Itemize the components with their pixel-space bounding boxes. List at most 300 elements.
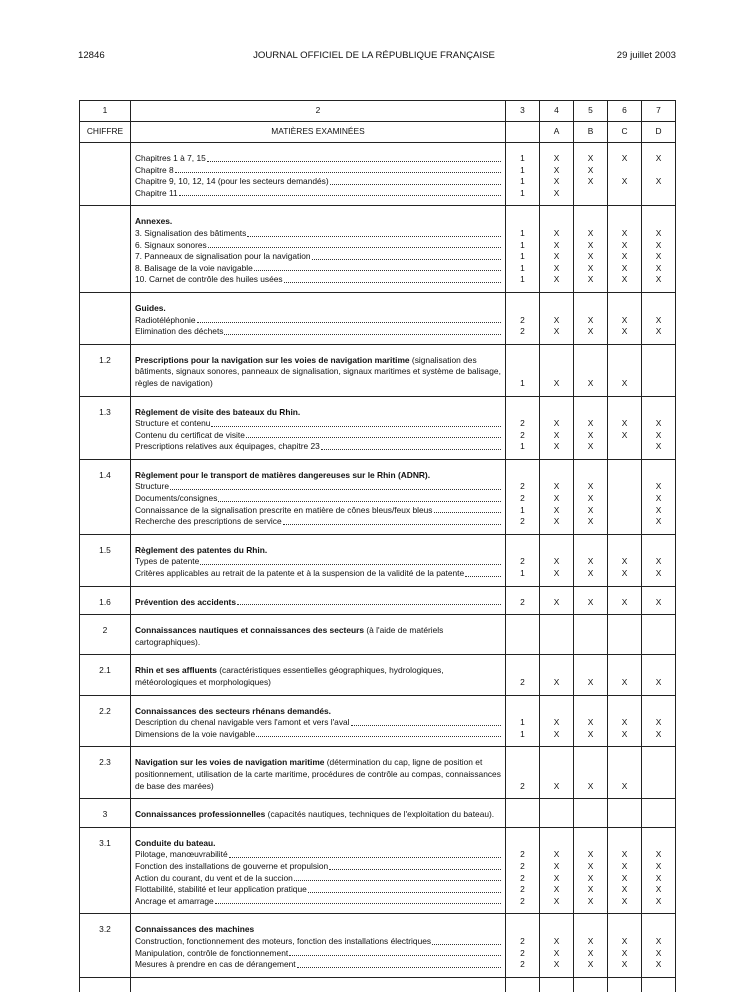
spacer [574, 838, 607, 850]
mark-c3: 1 [520, 717, 525, 728]
spacer [608, 303, 641, 315]
value-column-6 [608, 344, 642, 396]
section-matieres [131, 747, 506, 799]
item-text: Critères applicables au retrait de la patente et à la suspension de la validité de la patente [135, 568, 465, 579]
table-section [80, 914, 676, 977]
spacer [574, 407, 607, 419]
list-item [135, 516, 501, 528]
mark-b: X [587, 717, 594, 728]
section-chiffre [80, 292, 131, 344]
mark-d: X [655, 677, 662, 687]
mark-c: X [621, 860, 628, 871]
mark-a: X [553, 568, 560, 579]
section-title: Règlement de visite des bateaux du Rhin. [135, 406, 301, 417]
mark-d: X [655, 274, 662, 285]
mark-c3: 1 [520, 251, 525, 262]
spacer [642, 470, 675, 482]
mark-c3: 2 [520, 677, 525, 687]
item-text: Chapitres 1 à 7, 15 [135, 153, 206, 163]
section-matieres [131, 695, 506, 747]
mark-a: X [553, 493, 560, 504]
value-column-7 [642, 615, 676, 655]
spacer [506, 545, 539, 557]
table-section [80, 534, 676, 586]
mark-d: X [655, 314, 662, 325]
list-item [135, 263, 501, 275]
list-item [135, 430, 501, 442]
section-matieres [131, 344, 506, 396]
spacer [574, 924, 607, 936]
mark-d: X [655, 176, 662, 187]
mark-c: X [621, 849, 628, 860]
value-column-4 [540, 914, 574, 977]
value-column-7 [642, 396, 676, 459]
item-text: Elimination des déchets [135, 326, 224, 337]
value-column-7 [642, 586, 676, 615]
value-column-5 [574, 534, 608, 586]
item-text: 8. Balisage de la voie navigable [135, 262, 253, 273]
mark-d: X [655, 947, 662, 958]
item-text: Contenu du certificat de visite [135, 429, 245, 440]
mark-c3: 1 [520, 441, 525, 452]
mark-b: X [587, 429, 594, 440]
item-text: Construction, fonctionnement des moteurs, fonction des installations électriques [135, 935, 432, 946]
mark-b: X [587, 860, 594, 871]
item-text: 10. Carnet de contrôle des huiles usées [135, 274, 283, 285]
section-title: Règlement des patentes du Rhin. [135, 544, 268, 555]
section-title: Conduite du bateau. [135, 837, 216, 848]
list-item [135, 948, 501, 960]
mark-c: X [621, 717, 628, 728]
col-number-3: 3 [506, 101, 540, 122]
table-section [80, 655, 676, 695]
mark-c3: 2 [520, 860, 525, 871]
section-matieres [131, 534, 506, 586]
mark-c: X [621, 959, 628, 970]
value-column-5 [574, 344, 608, 396]
mark-a: X [553, 164, 560, 175]
mark-d: X [655, 239, 662, 250]
section-matieres [131, 292, 506, 344]
mark-c3: 1 [520, 227, 525, 238]
mark-d: X [655, 418, 662, 429]
list-item [135, 884, 501, 896]
value-column-4 [540, 747, 574, 799]
mark-d: X [655, 849, 662, 860]
spacer [506, 706, 539, 718]
mark-c3: 2 [520, 516, 525, 527]
table-section [80, 206, 676, 293]
section-paragraph [135, 355, 501, 390]
mark-c [608, 188, 641, 200]
value-column-6 [608, 827, 642, 914]
section-matieres [131, 655, 506, 695]
dot-leader [256, 729, 501, 738]
mark-a: X [553, 176, 560, 187]
mark-d [642, 781, 675, 793]
dot-leader [351, 717, 501, 726]
spacer [540, 216, 573, 228]
section-matieres [131, 459, 506, 534]
value-column-5 [574, 396, 608, 459]
dot-leader [237, 597, 501, 606]
mark-c: X [621, 153, 628, 163]
mark-d [642, 378, 675, 390]
paragraph-heading: Connaissances professionnelles [135, 809, 266, 820]
mark-a: X [553, 728, 560, 739]
item-text: Fonction des installations de gouverne et propulsion [135, 860, 329, 871]
mark-c3: 1 [520, 262, 525, 273]
dot-leader [179, 188, 501, 197]
dot-leader [229, 849, 501, 858]
spacer [608, 470, 641, 482]
mark-c3: 2 [520, 556, 525, 567]
col-header-b: B [574, 122, 608, 143]
dot-leader [284, 274, 501, 283]
item-text: Chapitre 9, 10, 12, 14 (pour les secteurs demandés) [135, 176, 329, 187]
paragraph-text: (détermination du cap, ligne de position et positionnement, utilisation de la carte maritime, procédures de contrôle au compas, connaissances de base des marées) [135, 757, 501, 791]
item-text: Mesures à prendre en cas de dérangement [135, 959, 296, 970]
mark-c: X [621, 568, 628, 579]
dot-leader [175, 165, 501, 174]
item-text: Recherche des prescriptions de service [135, 516, 282, 527]
publication-date: 29 juillet 2003 [616, 50, 676, 61]
mark-a: X [553, 227, 560, 238]
item-text: Dimensions de la voie navigable [135, 728, 256, 739]
item-text: Radiotéléphonie [135, 314, 196, 325]
spacer [506, 303, 539, 315]
value-column-4 [540, 827, 574, 914]
mark-d [642, 165, 675, 177]
col-header-c: C [608, 122, 642, 143]
mark-a: X [553, 717, 560, 728]
mark-d: X [655, 481, 662, 492]
section-title: Connaissances des secteurs rhénans demandés. [135, 705, 331, 716]
paragraph-heading: Prescriptions pour la navigation sur les voies de navigation maritime [135, 354, 410, 365]
section-matieres [131, 396, 506, 459]
spacer [642, 407, 675, 419]
spacer [506, 838, 539, 850]
spacer [540, 838, 573, 850]
list-item [135, 418, 501, 430]
list-item [135, 165, 501, 177]
value-column-3 [506, 344, 540, 396]
table-section [80, 747, 676, 799]
spacer [642, 706, 675, 718]
mark-c: X [621, 251, 628, 262]
section-chiffre: 1.4 [80, 459, 131, 534]
mark-c: X [621, 227, 628, 238]
value-column-4 [540, 799, 574, 828]
mark-c: X [621, 728, 628, 739]
mark-d: X [655, 596, 662, 607]
spacer [506, 924, 539, 936]
col-number-1: 1 [80, 101, 131, 122]
value-column-4 [540, 586, 574, 615]
dot-leader [215, 896, 501, 905]
dot-leader [246, 430, 501, 439]
value-column-5 [574, 695, 608, 747]
mark-c [608, 165, 641, 177]
column-number-row [80, 101, 676, 122]
mark-c3: 2 [520, 895, 525, 906]
value-column-4 [540, 206, 574, 293]
mark-a: X [553, 262, 560, 273]
mark-b: X [587, 227, 594, 238]
mark-c3: 2 [520, 849, 525, 860]
mark-c3: 2 [520, 326, 525, 337]
section-chiffre: 2 [80, 615, 131, 655]
col-header-chiffre: CHIFFRE [80, 122, 131, 143]
mark-a: X [553, 441, 560, 452]
dot-leader [465, 568, 501, 577]
list-item [135, 176, 501, 188]
mark-d: X [655, 516, 662, 527]
mark-c3: 2 [520, 935, 525, 946]
value-column-6 [608, 292, 642, 344]
value-column-3 [506, 799, 540, 828]
mark-c: X [621, 947, 628, 958]
list-item [135, 597, 501, 609]
section-paragraph [135, 757, 501, 792]
section-matieres [131, 799, 506, 828]
spacer [642, 924, 675, 936]
mark-d: X [655, 884, 662, 895]
spacer [506, 470, 539, 482]
mark-b: X [587, 728, 594, 739]
list-item [135, 568, 501, 580]
section-title: Connaissances des machines [135, 924, 255, 935]
mark-d: X [655, 326, 662, 337]
dot-leader [247, 228, 501, 237]
mark-a: X [553, 274, 560, 285]
spacer [574, 470, 607, 482]
dot-leader [330, 176, 501, 185]
mark-c: X [621, 677, 628, 687]
value-column-5 [574, 914, 608, 977]
value-column-4 [540, 615, 574, 655]
mark-a: X [553, 153, 560, 163]
item-text: Chapitre 11 [135, 187, 178, 198]
section-chiffre: 2.2 [80, 695, 131, 747]
spacer [642, 545, 675, 557]
table-section [80, 143, 676, 206]
mark-a: X [553, 935, 560, 946]
value-column-5 [574, 206, 608, 293]
list-item [135, 240, 501, 252]
list-item [135, 729, 501, 741]
mark-a: X [553, 314, 560, 325]
mark-d: X [655, 262, 662, 273]
mark-a: X [553, 556, 560, 567]
value-column-6 [608, 143, 642, 206]
mark-b: X [587, 251, 594, 262]
section-matieres [131, 586, 506, 615]
journal-title: JOURNAL OFFICIEL DE LA RÉPUBLIQUE FRANÇAISE [253, 50, 495, 61]
item-text: Pilotage, manœuvrabilité [135, 849, 228, 860]
value-column-3 [506, 459, 540, 534]
list-item [135, 849, 501, 861]
mark-b: X [587, 377, 594, 388]
section-matieres [131, 615, 506, 655]
mark-b: X [587, 872, 594, 883]
table-section [80, 695, 676, 747]
mark-a: X [553, 239, 560, 250]
spacer [540, 545, 573, 557]
value-column-7 [642, 827, 676, 914]
value-column-3 [506, 534, 540, 586]
dot-leader [294, 873, 501, 882]
list-item [135, 153, 501, 165]
spacer [540, 470, 573, 482]
value-column-3 [506, 827, 540, 914]
value-column-7 [642, 143, 676, 206]
mark-c3: 2 [520, 429, 525, 440]
mark-a: X [553, 187, 560, 198]
section-paragraph [135, 625, 501, 648]
mark-a: X [553, 481, 560, 492]
dot-leader [312, 251, 501, 260]
mark-a: X [553, 418, 560, 429]
mark-d: X [655, 895, 662, 906]
mark-b: X [587, 481, 594, 492]
mark-c: X [621, 429, 628, 440]
value-column-3 [506, 586, 540, 615]
section-chiffre: 2.3 [80, 747, 131, 799]
item-text: Structure [135, 481, 169, 492]
dot-leader [329, 861, 501, 870]
value-column-6 [608, 459, 642, 534]
dot-leader [170, 481, 501, 490]
mark-b: X [587, 176, 594, 187]
section-chiffre: 1.2 [80, 344, 131, 396]
value-column-5 [574, 799, 608, 828]
paragraph-text: (signalisation des bâtiments, signaux sonores, panneaux de signalisation, signaux maritimes et système de balisage, règles de navigation) [135, 354, 501, 388]
mark-b: X [587, 780, 594, 791]
section-title: Règlement pour le transport de matières dangereuses sur le Rhin (ADNR). [135, 469, 431, 480]
mark-d: X [655, 959, 662, 970]
mark-d: X [655, 568, 662, 579]
value-column-6 [608, 534, 642, 586]
mark-c: X [621, 872, 628, 883]
value-column-5 [574, 586, 608, 615]
section-title: Guides. [135, 302, 166, 313]
list-item [135, 873, 501, 885]
mark-d: X [655, 493, 662, 504]
value-column-3 [506, 396, 540, 459]
value-column-3 [506, 143, 540, 206]
col-number-5: 5 [574, 101, 608, 122]
spacer [608, 216, 641, 228]
mark-c [608, 441, 641, 453]
col-number-7: 7 [642, 101, 676, 122]
mark-d: X [655, 935, 662, 946]
table-section [80, 396, 676, 459]
mark-b: X [587, 239, 594, 250]
value-column-5 [574, 292, 608, 344]
mark-d: X [655, 504, 662, 515]
value-column-6 [608, 206, 642, 293]
value-column-6 [608, 655, 642, 695]
mark-c3: 1 [520, 153, 525, 163]
value-column-6 [608, 615, 642, 655]
spacer [574, 545, 607, 557]
mark-b: X [587, 504, 594, 515]
mark-c3: 1 [520, 504, 525, 515]
value-column-6 [608, 396, 642, 459]
table-section [80, 459, 676, 534]
value-column-4 [540, 655, 574, 695]
section-chiffre: 3.1 [80, 827, 131, 914]
list-item [135, 493, 501, 505]
mark-b: X [587, 262, 594, 273]
mark-b: X [587, 274, 594, 285]
mark-c3: 1 [520, 176, 525, 187]
section-chiffre: 1.3 [80, 396, 131, 459]
mark-a: X [553, 677, 560, 687]
mark-c3: 2 [520, 418, 525, 429]
value-column-7 [642, 799, 676, 828]
paragraph-text: (capacités nautiques, techniques de l'exploitation du bateau). [265, 809, 495, 820]
mark-a: X [553, 251, 560, 262]
table-section [80, 615, 676, 655]
value-column-4 [540, 292, 574, 344]
item-text: 3. Signalisation des bâtiments [135, 227, 247, 238]
item-text: Prescriptions relatives aux équipages, chapitre 23 [135, 441, 320, 452]
value-column-4 [540, 143, 574, 206]
mark-c3: 2 [520, 314, 525, 325]
mark-d: X [655, 872, 662, 883]
mark-c3: 1 [520, 187, 525, 198]
list-item [135, 188, 501, 200]
mark-a: X [553, 516, 560, 527]
mark-a: X [553, 780, 560, 791]
dot-leader [207, 153, 501, 162]
list-item [135, 936, 501, 948]
list-item [135, 228, 501, 240]
mark-c: X [621, 935, 628, 946]
mark-b: X [587, 164, 594, 175]
mark-b: X [587, 849, 594, 860]
mark-a: X [553, 429, 560, 440]
mark-c3: 2 [520, 959, 525, 970]
value-column-4 [540, 396, 574, 459]
value-column-7 [642, 695, 676, 747]
mark-c3: 2 [520, 780, 525, 791]
value-column-6 [608, 586, 642, 615]
dot-leader [283, 516, 501, 525]
mark-b: X [587, 947, 594, 958]
mark-c: X [621, 418, 628, 429]
mark-c: X [621, 377, 628, 388]
spacer [642, 838, 675, 850]
mark-c: X [621, 596, 628, 607]
col-header-matieres: MATIÈRES EXAMINÉES [131, 122, 506, 143]
value-column-5 [574, 143, 608, 206]
value-column-6 [608, 914, 642, 977]
spacer [574, 303, 607, 315]
value-column-3 [506, 655, 540, 695]
mark-d: X [655, 251, 662, 262]
mark-c: X [621, 780, 628, 791]
item-text: 6. Signaux sonores [135, 239, 207, 250]
mark-b: X [587, 314, 594, 325]
section-chiffre: 1.5 [80, 534, 131, 586]
list-item [135, 556, 501, 568]
mark-c3: 1 [520, 728, 525, 739]
mark-c3: 1 [520, 377, 525, 388]
section-chiffre [80, 143, 131, 206]
